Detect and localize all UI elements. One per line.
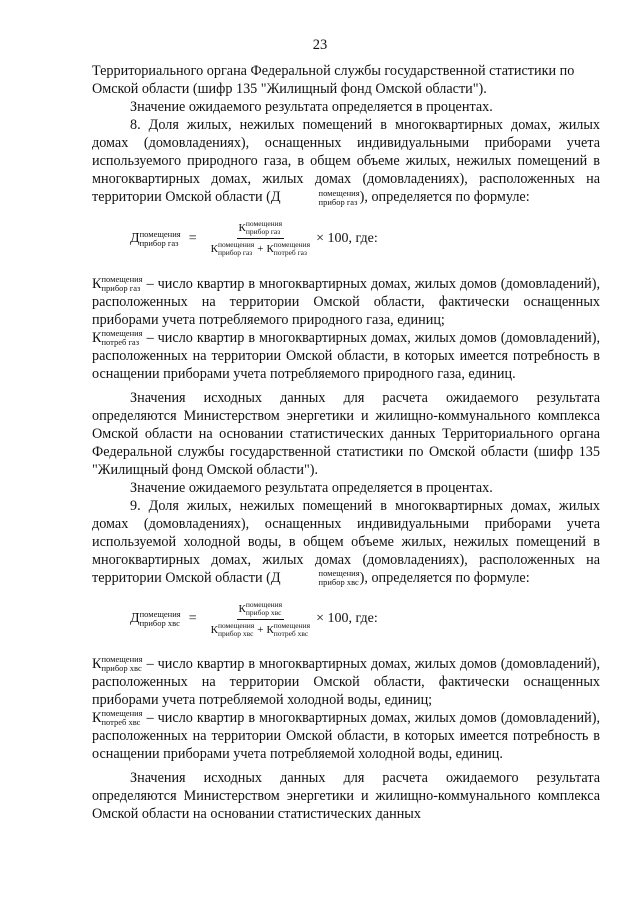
formula-tail: × 100, где:: [316, 611, 378, 627]
paragraph-percent-note-1: Значение ожидаемого результата определяется в процентах.: [130, 99, 493, 115]
paragraph-item-9: 9. Доля жилых, нежилых помещений в многоквартирных домах, жилых домах (домовладениях), оснащенных индивидуальными приборами учета используемой холодной воды, в общем объеме жилых, нежилых помещений в многоквартирных домах, жилых домах (домовладениях), расположенных на территории Омской области (Д помещения прибор хвс ), определяется по формуле:: [92, 497, 600, 588]
formula-lhs: Д помещения прибор газ: [130, 228, 181, 248]
formula-tail: × 100, где:: [316, 230, 378, 246]
formula-water: [130, 593, 600, 645]
paragraph-source-continuation: Территориального органа Федеральной службы государственной статистики по Омской области (шифр 135 "Жилищный фонд Омской области").: [92, 63, 575, 97]
equals-sign: =: [188, 611, 197, 627]
fraction: К помещения прибор хвс К помещения прибор хвс + К помещения потреб хвс: [210, 599, 311, 638]
paragraph-source-2: Значения исходных данных для расчета ожидаемого результата определяются Министерством энергетики и жилищно-коммунального комплекса Омской области на основании статистических данных: [92, 770, 600, 823]
formula-gas: [130, 213, 600, 265]
page-number: 23: [312, 37, 328, 53]
paragraph-source-1: Значения исходных данных для расчета ожидаемого результата определяются Министерством энергетики и жилищно-коммунального комплекса Омской области на основании статистических данных Территориального органа Федеральной службы государственной статистики по Омской области (шифр 135 "Жилищный фонд Омской области").: [92, 389, 600, 478]
paragraph-item-8: 8. Доля жилых, нежилых помещений в многоквартирных домах, жилых домах (домовладениях), оснащенных индивидуальными приборами учета используемого природного газа, в общем объеме жилых, нежилых помещений в многоквартирных домах, жилых домах (домовладениях), расположенных на территории Омской области (Д помещения прибор газ ), определяется по формуле:: [92, 117, 600, 207]
paragraph-percent-note-2: Значение ожидаемого результата определяется в процентах.: [130, 479, 493, 496]
definition-k-needed-gas: К помещения потреб газ – число квартир в многоквартирных домах, жилых домов (домовладений), расположенных на территории Омской области, в которых имеется потребность в оснащении приборами учета потребляемого природного газа, единиц.: [92, 327, 600, 382]
document-body: [92, 62, 600, 823]
formula-lhs: Д помещения прибор хвс: [130, 609, 181, 629]
sym-scripts: помещения прибор газ: [318, 187, 360, 207]
definition-k-needed-water: К помещения потреб хвс – число квартир в многоквартирных домах, жилых домов (домовладений), расположенных на территории Омской области, в которых имеется потребность в оснащении приборами учета потребляемой холодной воды, единиц.: [92, 708, 600, 763]
definition-k-installed-water: К помещения прибор хвс – число квартир в многоквартирных домах, жилых домов (домовладений), расположенных на территории Омской области, фактически оснащенных приборами учета потребляемой холодной воды, единиц;: [92, 654, 600, 709]
definition-k-installed-gas: К помещения прибор газ – число квартир в многоквартирных домах, жилых домов (домовладений), расположенных на территории Омской области, фактически оснащенных приборами учета потребляемого природного газа, единиц;: [92, 273, 600, 328]
equals-sign: =: [188, 230, 197, 246]
fraction: К помещения прибор газ К помещения прибор газ + К помещения потреб газ: [210, 219, 311, 258]
